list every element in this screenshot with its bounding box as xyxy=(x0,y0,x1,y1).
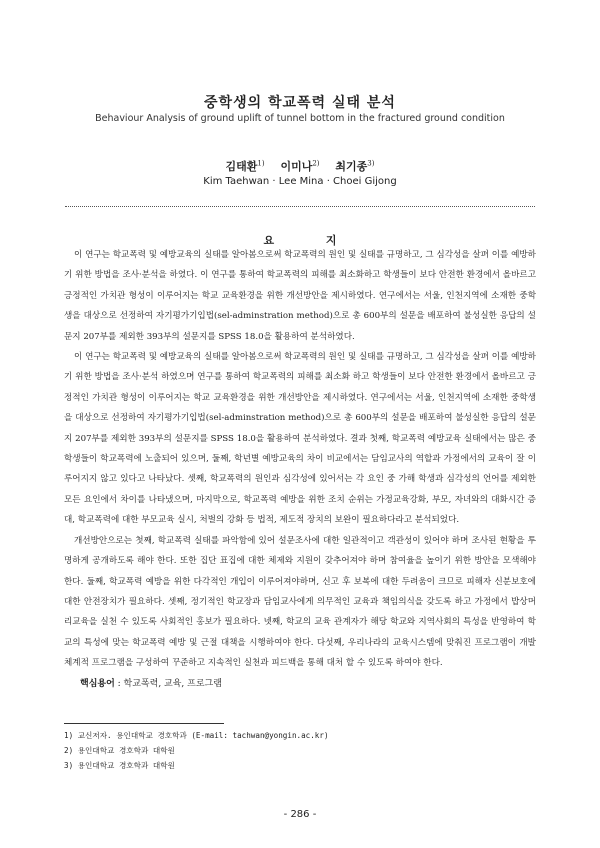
author-mark: 2) xyxy=(312,159,320,168)
abstract-paragraph: 개선방안으로는 첫째, 학교폭력 실태를 파악함에 있어 설문조사에 대한 일관적이고 객관성이 있어야 하며 조사된 현황을 투명하게 공개하도록 해야 한다. 또한 집단 표집에 대한 체제와 지원이 갖추어져야 하며 참여율을 높이기 위한 방안을 모색해야 한다. 둘째, 학교폭력 예방을 위한 다각적인 개입이 이루어져야하며, 신고 후 보복에 대한 두려움이 크므로 피해자 신분보호에 대한 안전장치가 필요하다. 셋째, 정기적인 학교장과 담임교사에게 의무적인 교육과 책임의식을 갖도록 하고 가정에서 밥상머리교육을 실천 수 있도록 사회적인 홍보가 필요하다. 넷째, 학교의 교육 관계자가 해당 학교와 지역사회의 특성을 반영하여 학교의 특성에 맞는 학교폭력 예방 및 근절 대책을 시행하여야 한다. 다섯째, 우리나라의 교육시스템에 맞춰진 프로그램이 개발 체계적 프로그램을 구성하여 꾸준하고 지속적인 실천과 피드백을 통해 대처 할 수 있도록 하여야 한다. xyxy=(64,535,536,669)
abstract-paragraph: 이 연구는 학교폭력 및 예방교육의 실태를 알아봄으로써 학교폭력의 원인 및 실태를 규명하고, 그 심각성을 살펴 이를 예방하기 위한 방법을 조사·분석을 하였다. 이 연구를 통하여 학교폭력의 피해를 최소화하고 학생들이 보다 안전한 환경에서 올바르고 긍정적인 가치관 형성이 이루어지는 학교 교육환경을 위한 개선방안을 제시하였다. 연구에서는 서울, 인천지역에 소재한 중학생을 대상으로 선정하여 자기평가기입법(sel-adminstration method)으로 총 600부의 설문을 배포하여 불성실한 응답의 설문지 207부를 제외한 393부의 설문지를 SPSS 18.0을 활용하여 분석하였다. xyxy=(64,250,536,342)
keywords-separator: : xyxy=(114,679,124,689)
author-name: 이미나 xyxy=(280,160,313,173)
footnote: 2) 용인대학교 경호학과 대학원 xyxy=(64,746,175,755)
keywords-label: 핵심용어 xyxy=(80,679,115,689)
abstract-body xyxy=(64,245,536,674)
footnote: 1) 교신저자. 용인대학교 경호학과 (E-mail: tachwan@yongin.ac.kr) xyxy=(64,731,329,740)
paper-subtitle: Behaviour Analysis of ground uplift of tunnel bottom in the fractured ground condition xyxy=(95,113,505,124)
abstract-heading: 요 지 xyxy=(263,234,361,247)
paper-title: 중학생의 학교폭력 실태 분석 xyxy=(204,95,396,111)
author-mark: 1) xyxy=(257,159,265,168)
authors-english: Kim Taehwan · Lee Mina · Choei Gijong xyxy=(203,176,397,187)
abstract-paragraph: 이 연구는 학교폭력 및 예방교육의 실태를 알아봄으로써 학교폭력의 원인 및 실태를 규명하고, 그 심각성을 살펴 이를 예방하기 위한 방법을 조사·분석 하였으며 연구를 통하여 학교폭력의 피해를 최소화 하고 학생들이 보다 안전한 환경에서 올바르고 긍정적인 가치관 형성이 이루어지는 학교 교육환경을 위한 개선방안을 제시하였다. 연구에서는 서울, 인천지역에 소재한 중학생을 대상으로 선정하여 자기평가기입법(sel-adminstration method)으로 총 600부의 설문을 배포하여 불성실한 응답의 설문지 207부를 제외한 393부의 설문지를 SPSS 18.0을 활용하여 분석하였다. 결과 첫째, 학교폭력 예방교육 실태에서는 많은 중학생들이 학교폭력에 노출되어 있으며, 둘째, 학년별 예방교육의 차이 비교에서는 담임교사의 역할과 가정에서의 교육이 잘 이루어지지 않고 있다고 나타났다. 셋째, 학교폭력의 원인과 심각성에 있어서는 각 요인 중 가해 학생과 심각성의 언어를 제외한 모든 요인에서 차이를 나타냈으며, 마지막으로, 학교폭력 예방을 위한 조치 순위는 가정교육강화, 부모, 자녀와의 대화시간 증대, 학교폭력에 대한 부모교육 실시, 처벌의 강화 등 법적, 제도적 장치의 보완이 필요하다라고 분석되었다. xyxy=(64,352,536,526)
page-number: - 286 - xyxy=(283,809,317,820)
footnote: 3) 용인대학교 경호학과 대학원 xyxy=(64,761,175,770)
dotted-divider xyxy=(65,206,535,207)
author-name: 김태환 xyxy=(225,160,258,173)
footnotes xyxy=(64,728,329,773)
footnote-rule xyxy=(64,723,224,724)
keywords xyxy=(80,676,222,689)
keywords-list: 학교폭력, 교육, 프로그램 xyxy=(123,679,222,689)
author-mark: 3) xyxy=(367,159,375,168)
author-name: 최기종 xyxy=(335,160,368,173)
authors-korean xyxy=(0,158,600,174)
